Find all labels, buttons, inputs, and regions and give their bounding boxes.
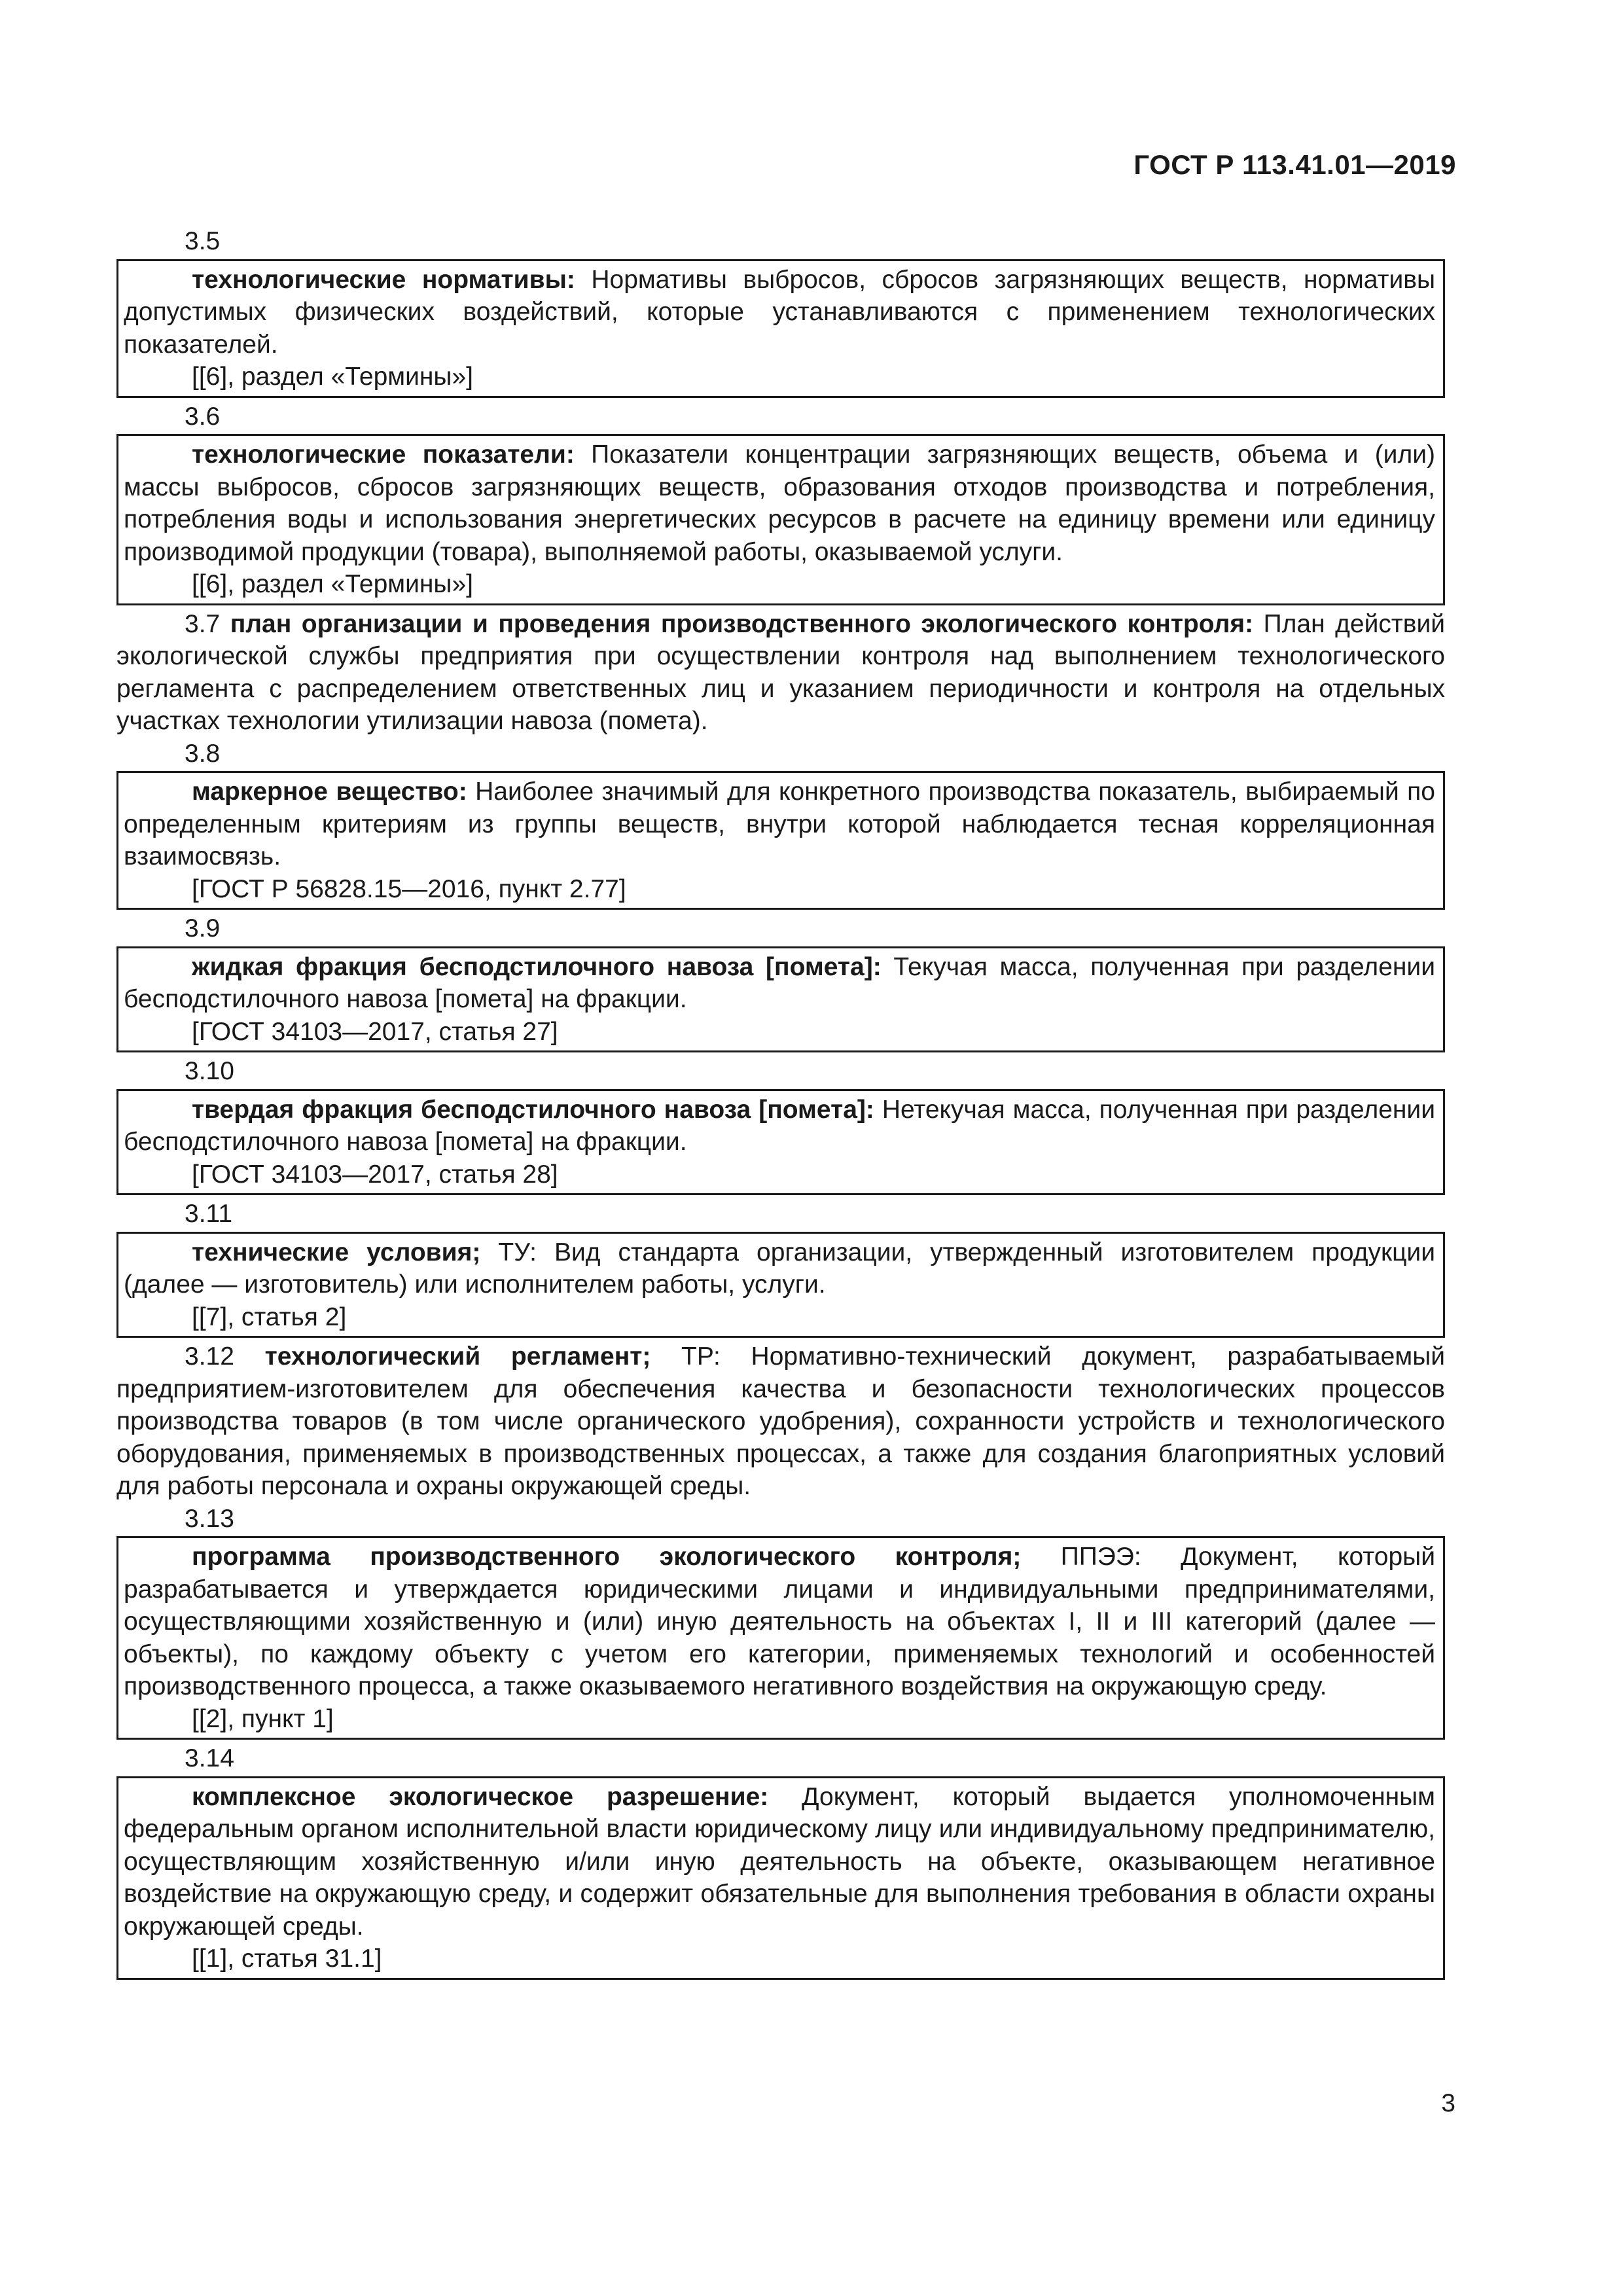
term-definition xyxy=(124,951,1435,1016)
term-box-3-9 xyxy=(116,946,1445,1053)
term-source: [[7], статья 2] xyxy=(192,1302,347,1331)
term-box-3-13 xyxy=(116,1536,1445,1740)
term-paragraph-3-7 xyxy=(116,608,1445,738)
term-paragraph-3-12 xyxy=(116,1340,1445,1503)
entry-number: 3.7 xyxy=(185,609,221,638)
term-name: технологические нормативы: xyxy=(192,265,575,294)
term-source: [[6], раздел «Термины»] xyxy=(192,363,473,391)
entry-number: 3.14 xyxy=(185,1744,234,1772)
term-source: [[1], статья 31.1] xyxy=(192,1945,382,1973)
terms-section xyxy=(116,225,1445,1982)
term-definition xyxy=(124,1781,1435,1943)
entry-number: 3.12 xyxy=(185,1342,234,1371)
term-box-3-14 xyxy=(116,1776,1445,1980)
definition-text: Нетекучая масса, полученная при разделении бесподстилочного навоза [помета] на фракции. xyxy=(124,1095,1435,1156)
term-name: комплексное экологическое разрешение: xyxy=(192,1782,769,1811)
term-definition xyxy=(124,776,1435,873)
term-definition xyxy=(124,1236,1435,1301)
term-name: технологический регламент; xyxy=(264,1342,651,1371)
definition-text: Наиболее значимый для конкретного производства показатель, выбираемый по определенным критериям из группы веществ, внутри которой наблюдается тесная корреляционная взаимосвязь. xyxy=(124,778,1435,870)
term-source: [[6], раздел «Термины»] xyxy=(192,570,473,598)
definition-text: Документ, который выдается уполномоченным федеральным органом исполнительной власти юридическому лицу или индивидуальному предпринимателю, осуществляющим хозяйственную и/или иную деятельность на объекте, оказывающем негативное воздействие на окружающую среду, и содержит обязательные для выполнения требования в области охраны окружающей среды. xyxy=(124,1782,1435,1941)
term-box-3-11 xyxy=(116,1232,1445,1338)
page-number: 3 xyxy=(1441,2089,1455,2117)
term-source: [ГОСТ 34103—2017, статья 28] xyxy=(192,1160,558,1189)
document-header: ГОСТ Р 113.41.01—2019 xyxy=(1133,149,1456,180)
entry-number: 3.13 xyxy=(185,1504,234,1533)
term-source: [ГОСТ 34103—2017, статья 27] xyxy=(192,1017,558,1046)
term-name: технические условия; xyxy=(192,1238,481,1266)
term-source: [[2], пункт 1] xyxy=(192,1704,334,1733)
term-box-3-10 xyxy=(116,1089,1445,1196)
definition-text: ТР: Нормативно-технический документ, разрабатываемый предприятием-изготовителем для обеспечения качества и безопасности технологических процессов производства товаров (в том числе органического удобрения), сохранности устройств и технологического оборудования, применяемых в производственных процессах, а также для создания благоприятных условий для работы персонала и охраны окружающей среды. xyxy=(116,1342,1446,1500)
definition-text: Показатели концентрации загрязняющих веществ, объема и (или) массы выбросов, сбросов загрязняющих веществ, образования отходов производства и потребления, потребления воды и использования энергетических ресурсов в расчете на единицу времени или единицу производимой продукции (товара), выполняемой работы, оказываемой услуги. xyxy=(124,440,1435,566)
term-name: твердая фракция бесподстилочного навоза [помета]: xyxy=(192,1095,874,1124)
term-name: программа производственного экологического контроля; xyxy=(192,1543,1022,1571)
entry-number: 3.6 xyxy=(185,402,221,431)
term-source: [ГОСТ Р 56828.15—2016, пункт 2.77] xyxy=(192,874,626,903)
entry-number: 3.8 xyxy=(185,739,221,768)
definition-text: ППЭЭ: Документ, который разрабатывается и утверждается юридическими лицами и индивидуальными предпринимателями, осуществляющими хозяйственную и (или) иную деятельность на объектах I, II и III категорий (далее — объекты), по каждому объекту с учетом его категории, применяемых технологий и особенностей производственного процесса, а также оказываемого негативного воздействия на окружающую среду. xyxy=(124,1543,1435,1700)
definition-text: Нормативы выбросов, сбросов загрязняющих веществ, нормативы допустимых физических воздействий, которые устанавливаются с применением технологических показателей. xyxy=(124,265,1435,359)
entry-number: 3.10 xyxy=(185,1057,234,1085)
term-name: план организации и проведения производственного экологического контроля: xyxy=(230,609,1254,638)
term-definition xyxy=(124,439,1435,568)
definition-text: Текучая масса, полученная при разделении бесподстилочного навоза [помета] на фракции. xyxy=(124,952,1435,1013)
entry-number: 3.9 xyxy=(185,914,221,942)
definition-text: План действий экологической службы предприятия при осуществлении контроля над выполнением технологического регламента с распределением ответственных лиц и указанием периодичности и контроля на отдельных участках технологии утилизации навоза (помета). xyxy=(116,609,1446,735)
entry-number: 3.11 xyxy=(185,1200,233,1228)
term-name: технологические показатели: xyxy=(192,440,575,469)
term-definition xyxy=(124,1094,1435,1158)
term-name: жидкая фракция бесподстилочного навоза [помета]: xyxy=(192,952,882,981)
term-box-3-6 xyxy=(116,434,1445,605)
term-box-3-5 xyxy=(116,259,1445,398)
entry-number: 3.5 xyxy=(185,227,221,255)
term-box-3-8 xyxy=(116,771,1445,910)
term-definition xyxy=(124,264,1435,361)
term-definition xyxy=(124,1541,1435,1703)
term-name: маркерное вещество: xyxy=(192,778,467,806)
definition-text: ТУ: Вид стандарта организации, утвержденный изготовителем продукции (далее — изготовитель) или исполнителем работы, услуги. xyxy=(124,1238,1435,1299)
